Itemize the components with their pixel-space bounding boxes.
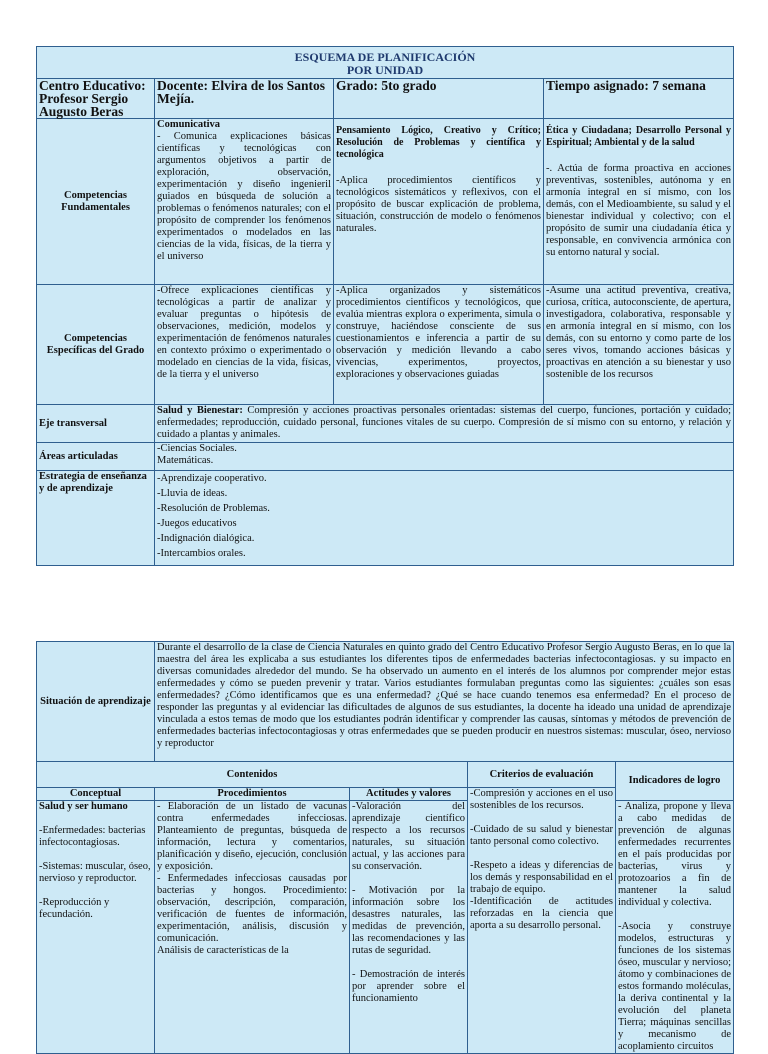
comunicativa-title: Comunicativa xyxy=(157,119,220,130)
situacion-label: Situación de aprendizaje xyxy=(37,642,155,762)
etica-title: Ética y Ciudadana; Desarrollo Personal y Espiritual; Ambiental y de la salud xyxy=(546,125,731,148)
area-item: -Ciencias Sociales. xyxy=(157,443,237,454)
contenidos-header: Contenidos xyxy=(37,762,468,788)
estrategia-item: -Lluvia de ideas. xyxy=(157,488,228,499)
estrategia-item: -Resolución de Problemas. xyxy=(157,503,270,514)
actitudes-text: -Valoración del aprendizaje científico respecto a los recursos naturales, su situación actual, y las acciones para su conservación. - Motivación por la información sobre los desastres naturales, las medidas de prevención, las recomendaciones y las rutas de seguridad. - Demostración de interés por aprender sobre el funcionamiento xyxy=(350,801,468,1054)
table-title xyxy=(37,47,734,79)
eje-transversal-label: Eje transversal xyxy=(37,405,155,443)
criterios-text: -Compresión y acciones en el uso sostenibles de los recursos. -Cuidado de su salud y bienestar tanto personal como colectivo. -Respeto a ideas y diferencias de los demás y responsabilidad en el trabajo de equipo. -Identificación de actitudes reforzadas en la ciencia que aporta a su desarrollo personal. xyxy=(468,788,616,1054)
comunicativa-text: - Comunica explicaciones básicas científicas y tecnológicas con argumentos objetivos a partir de exploración, observación, experimentación y diseño ingenieril guiados en búsqueda de solución a problemas o fenómenos naturales; con el propósito de comprender los fenómenos experimentados o modelados en las ciencias de la vida, físicas, de la tierra y el universo xyxy=(157,131,331,262)
planning-table-1 xyxy=(36,46,734,566)
situacion-text: Durante el desarrollo de la clase de Ciencia Naturales en quinto grado del Centro Educativo Profesor Sergio Augusto Beras, en lo que la maestra del área les explicaba a sus estudiantes los diferentes tipos de enfermedades bacterias infectocontagiosas. y su impacto en diversas comunidades alrededor del mundo. Se ha observado un aumento en el interés de los alumnos por comprender mejor estas enfermedades y cómo se pueden prevenir y tratar. Varios estudiantes formulaban preguntas como las siguientes: ¿cuáles son esas enfermedades? ¿Cómo identificamos que es una enfermedad? ¿Qué se hace cuando tenemos esa enfermedad? En el proceso de responder las preguntas y al evidenciar las dificultades de algunos de sus estudiantes, la docente ha ideado una unidad de aprendizaje vinculada a estos temas de modo que los estudiantes podrán identificar y comprender las causas, síntomas y métodos de prevención de enfermedades bacterias infectocontagiosas y otras enfermedades que se pueden producir en nuestros sistemas: muscular, óseo, nervioso y reproductor xyxy=(155,642,734,762)
competencias-especificas-label: Competencias Específicas del Grado xyxy=(37,285,155,405)
grado: Grado: 5to grado xyxy=(334,79,544,119)
eje-text: Compresión y acciones proactivas personales orientadas: sistemas del cuerpo, funciones, portación y cuidado; enfermedades; reproducción, cuidado personal, funciones vitales de su cuerpo. Compresión de sí mismo con su entorno, y relación y cuidado a plantas y animales. xyxy=(157,405,731,440)
estrategia-label: Estrategia de enseñanza y de aprendizaje xyxy=(37,471,155,566)
comunicativa-cell xyxy=(155,119,334,285)
indicadores-header: Indicadores de logro xyxy=(616,762,734,801)
area-item: Matemáticas. xyxy=(157,455,214,466)
especifica-1: -Ofrece explicaciones científicas y tecnológicas a partir de analizar y evaluar preguntas o hipótesis de observaciones, medición, modelos y experimentación de fenómenos naturales en contexto próximo o experimentado o modelado en ciencias de la vida, físicas, de la tierra y el universo xyxy=(155,285,334,405)
estrategia-item: -Intercambios orales. xyxy=(157,548,246,559)
eje-bold: Salud y Bienestar: xyxy=(157,405,243,416)
title-line-1: ESQUEMA DE PLANIFICACIÓN xyxy=(294,50,476,64)
indicadores-text: - Analiza, propone y lleva a cabo medidas de prevención de algunas enfermedades recurrentes en el país producidas por bacterias, virus y protozoarios a fin de mantener la salud individual y colectiva. -Asocia y construye modelos, estructuras y funciones de los sistemas óseo, muscular y nervioso; átomo y combinaciones de estos formando moléculas, la deriva continental y la evolución del planeta Tierra; máquinas sencillas y mecanismo de acoplamiento circuitos xyxy=(616,801,734,1054)
title-line-2: POR UNIDAD xyxy=(346,63,424,77)
estrategia-cell xyxy=(155,471,734,566)
eje-transversal-cell xyxy=(155,405,734,443)
estrategia-item: -Juegos educativos xyxy=(157,518,237,529)
docente: Docente: Elvira de los Santos Mejía. xyxy=(155,79,334,119)
especifica-2: -Aplica organizados y sistemáticos procedimientos científicos y tecnológicos, que evalúa mientras explora o experimenta, simula o construye, haciéndose consciente de sus cuestionamientos e inferencia a partir de su observación y medición llevando a cabo vivencias, experimentos, proyectos, exploraciones y observaciones guiadas xyxy=(334,285,544,405)
competencias-fundamentales-label: Competencias Fundamentales xyxy=(37,119,155,285)
estrategia-item: -Aprendizaje cooperativo. xyxy=(157,473,267,484)
procedimientos-header: Procedimientos xyxy=(155,788,350,801)
areas-articuladas-label: Áreas articuladas xyxy=(37,443,155,471)
etica-text: -. Actúa de forma proactiva en acciones preventivas, sostenibles, autónoma y en armonía integral en sí mismo, con los demás, con el Medioambiente, su salud y el bienestar individual y colectivo; con el propósito de sumir una ciudadanía ética y responsable, en convivencia armónica con su entorno natural y social. xyxy=(546,163,731,258)
estrategia-item: -Indignación dialógica. xyxy=(157,533,255,544)
pensamiento-cell xyxy=(334,119,544,285)
conceptual-title: Salud y ser humano xyxy=(39,801,128,812)
procedimientos-text: - Elaboración de un listado de vacunas contra enfermedades infecciosas. Planteamiento de preguntas, búsqueda de información, lectura y comentarios, planificación y diseño, ejecución, conclusión y exposición. - Enfermedades infecciosas causadas por bacterias y hongos. Procedimiento: observación, descripción, comparación, verificación de fuentes de información, experimentación, análisis, discusión y comunicación. Análisis de características de la xyxy=(155,801,350,1054)
actitudes-header: Actitudes y valores xyxy=(350,788,468,801)
pensamiento-text: -Aplica procedimientos científicos y tecnológicos sistemáticos y reflexivos, con el propósito de buscar explicación de problema, situación, construcción de modelo o fenómenos naturales. xyxy=(336,175,541,234)
conceptual-cell xyxy=(37,801,155,1054)
areas-articuladas-cell xyxy=(155,443,734,471)
centro-educativo: Centro Educativo: Profesor Sergio Augusto Beras xyxy=(37,79,155,119)
criterios-header: Criterios de evaluación xyxy=(468,762,616,788)
etica-cell xyxy=(544,119,734,285)
especifica-3: -Asume una actitud preventiva, creativa, curiosa, crítica, autoconsciente, de apertura, investigadora, colaborativa, responsable y en armonía integral en sí mismo, con los demás, con su entorno y como parte de los seres vivos, tomando acciones básicas y proactivas en atención a su bienestar y uso sostenible de los recursos xyxy=(544,285,734,405)
conceptual-text: -Enfermedades: bacterias infectocontagiosas. -Sistemas: muscular, óseo, nervioso y reproductor. -Reproducción y fecundación. xyxy=(39,825,151,920)
planning-table-2 xyxy=(36,641,734,1054)
conceptual-header: Conceptual xyxy=(37,788,155,801)
pensamiento-title: Pensamiento Lógico, Creativo y Crítico; Resolución de Problemas y científica y tecnológica xyxy=(336,125,541,160)
tiempo-asignado: Tiempo asignado: 7 semana xyxy=(544,79,734,119)
